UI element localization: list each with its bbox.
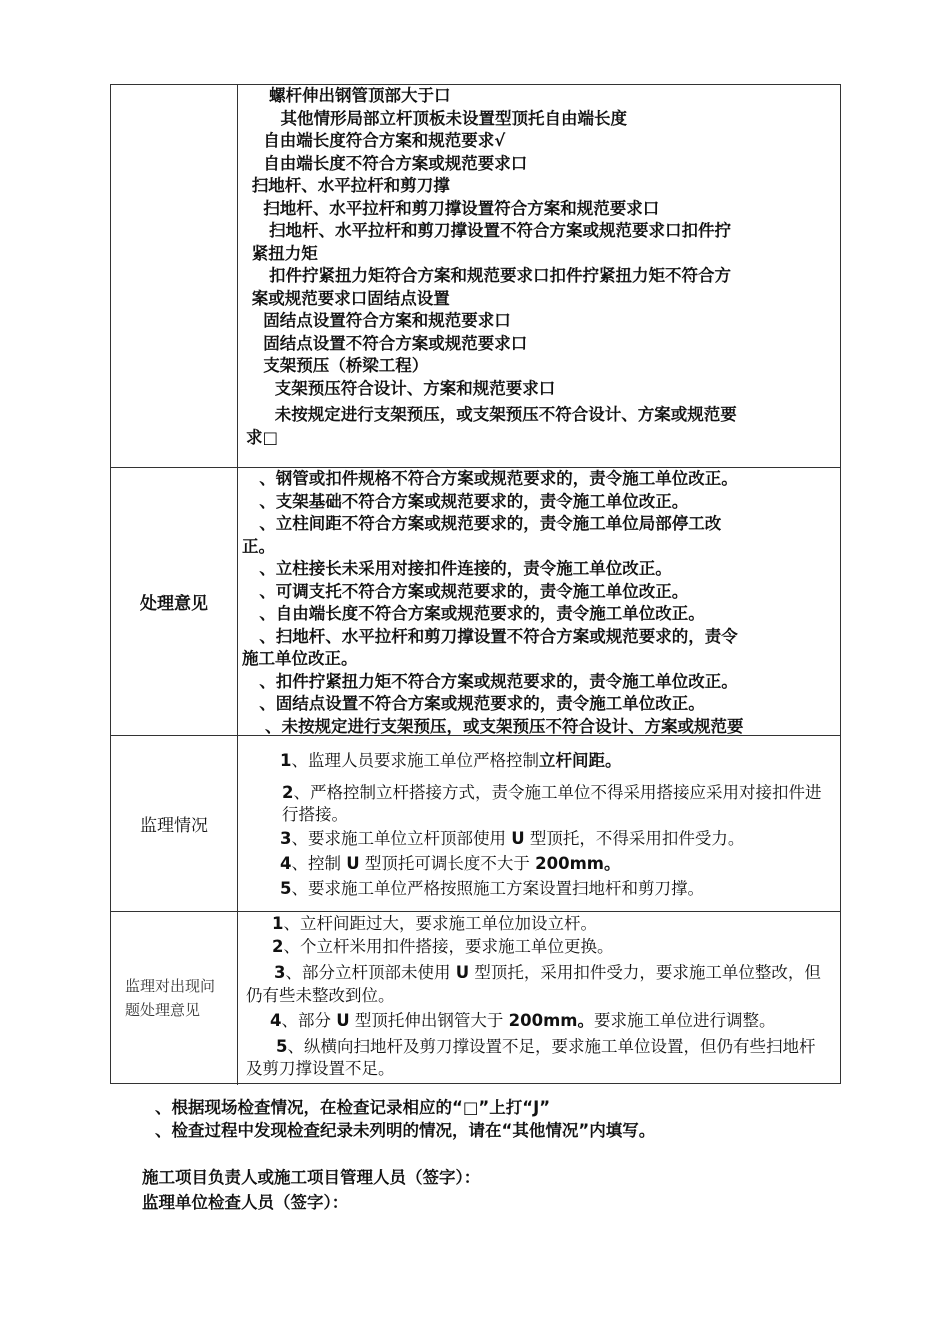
checklist-line: 扫地杆、水平拉杆和剪刀撑设置符合方案和规范要求口	[246, 198, 660, 218]
supervision-item: 1、监理人员要求施工单位严格控制立杆间距。	[280, 751, 622, 770]
inspection-table	[110, 84, 841, 1084]
opinion-line: 、立柱接长未采用对接扣件连接的，责令施工单位改正。	[242, 559, 672, 578]
checklist-line: 紧扭力矩	[246, 243, 318, 263]
supervision-status-content	[238, 736, 840, 911]
issue-item: 4、部分 U 型顶托伸出钢管大于 200mm。要求施工单位进行调整。	[270, 1011, 776, 1030]
issue-handling-content	[238, 912, 840, 1085]
supervision-item: 2、严格控制立杆搭接方式，责令施工单位不得采用搭接应采用对接扣件进行搭接。	[282, 783, 822, 824]
checklist-line: 案或规范要求口固结点设置	[246, 288, 450, 308]
supervision-status-row	[111, 735, 840, 911]
issue-item: 2、个立杆米用扣件搭接，要求施工单位更换。	[272, 936, 614, 956]
supervision-item: 4、控制 U 型顶托可调长度不大于 200mm。	[280, 854, 621, 873]
supervision-status-label: 监理情况	[111, 736, 238, 911]
checklist-line: 固结点设置符合方案和规范要求口	[246, 311, 511, 330]
issue-handling-row	[111, 911, 840, 1085]
handling-opinion-label: 处理意见	[111, 468, 238, 735]
form-notes	[155, 1096, 655, 1142]
opinion-line: 、固结点设置不符合方案或规范要求的，责令施工单位改正。	[242, 694, 705, 713]
handling-opinion-row	[111, 467, 840, 735]
opinion-line: 、可调支托不符合方案或规范要求的，责令施工单位改正。	[242, 581, 689, 601]
note-line: 、检查过程中发现检查纪录未列明的情况，请在“其他情况”内填写。	[155, 1121, 656, 1140]
checklist-line: 支架预压（桥梁工程）	[246, 356, 429, 375]
issue-item: 3、部分立杆顶部未使用 U 型顶托，采用扣件受力，要求施工单位整改，但仍有些未整改到位。	[246, 963, 821, 1005]
opinion-line: 、钢管或扣件规格不符合方案或规范要求的，责令施工单位改正。	[242, 469, 738, 488]
issue-item: 1、立杆间距过大，要求施工单位加设立杆。	[272, 914, 597, 933]
issue-item: 5、纵横向扫地杆及剪刀撑设置不足，要求施工单位设置，但仍有些扫地杆及剪刀撑设置不足。	[246, 1036, 816, 1078]
supervision-item: 5、要求施工单位严格按照施工方案设置扫地杆和剪刀撑。	[280, 879, 704, 898]
construction-manager-signature: 施工项目负责人或施工项目管理人员（签字）：	[142, 1168, 481, 1187]
note-line: 、根据现场检查情况，在检查记录相应的“□”上打“J”	[155, 1098, 551, 1117]
checklist-content	[238, 85, 840, 467]
opinion-line: 施工单位改正。	[242, 649, 358, 668]
checklist-line: 扣件拧紧扭力矩符合方案和规范要求口扣件拧紧扭力矩不符合方	[246, 266, 731, 285]
checklist-line: 求□	[246, 427, 279, 447]
signature-block	[142, 1165, 480, 1215]
checklist-line: 支架预压符合设计、方案和规范要求口	[246, 378, 556, 398]
checklist-line: 其他情形局部立杆顶板未设置型顶托自由端长度	[246, 108, 627, 128]
handling-opinion-content	[238, 468, 840, 735]
checklist-line: 自由端长度不符合方案或规范要求口	[246, 153, 528, 173]
supervisor-signature: 监理单位检查人员（签字）：	[142, 1193, 349, 1212]
supervision-item: 3、要求施工单位立杆顶部使用 U 型顶托，不得采用扣件受力。	[280, 829, 745, 848]
checklist-label-cell	[111, 85, 238, 467]
checklist-row	[111, 85, 840, 467]
opinion-line: 正。	[242, 536, 275, 556]
opinion-line: 、扣件拧紧扭力矩不符合方案或规范要求的，责令施工单位改正。	[242, 671, 738, 691]
opinion-line: 、自由端长度不符合方案或规范要求的，责令施工单位改正。	[242, 604, 705, 623]
checklist-line: 扫地杆、水平拉杆和剪刀撑	[246, 176, 450, 195]
checklist-line: 自由端长度符合方案和规范要求√	[246, 131, 506, 150]
issue-handling-label: 监理对出现问题处理意见	[111, 912, 238, 1085]
checklist-line: 固结点设置不符合方案或规范要求口	[246, 333, 528, 353]
opinion-line: 、立柱间距不符合方案或规范要求的，责令施工单位局部停工改	[242, 514, 722, 533]
opinion-line: 、扫地杆、水平拉杆和剪刀撑设置不符合方案或规范要求的，责令	[242, 626, 738, 646]
checklist-line: 未按规定进行支架预压，或支架预压不符合设计、方案或规范要	[246, 405, 737, 424]
opinion-line: 、支架基础不符合方案或规范要求的，责令施工单位改正。	[242, 491, 689, 511]
opinion-line: 、未按规定进行支架预压，或支架预压不符合设计、方案或规范要	[242, 716, 744, 735]
checklist-line: 扫地杆、水平拉杆和剪刀撑设置不符合方案或规范要求口扣件拧	[246, 221, 731, 240]
checklist-line: 螺杆伸出钢管顶部大于口	[246, 86, 451, 105]
